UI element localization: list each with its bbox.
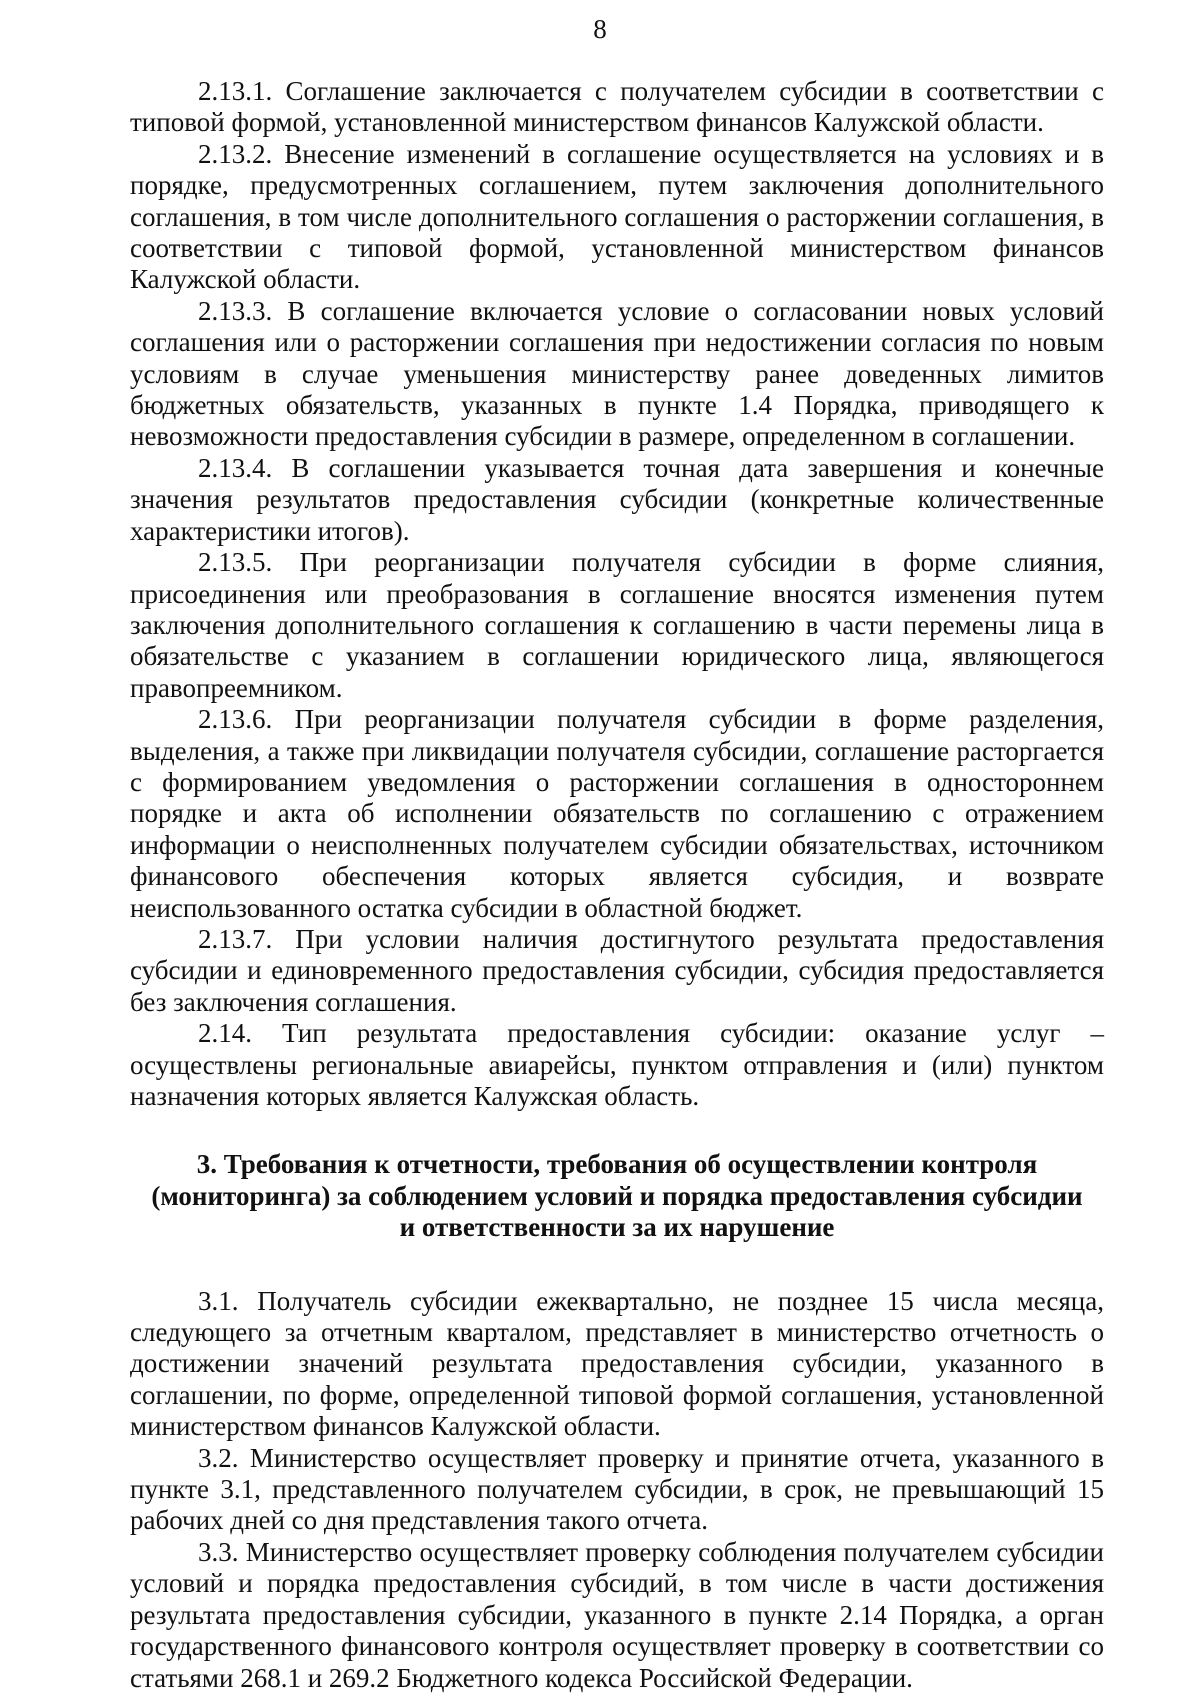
page-number: 8: [593, 14, 607, 44]
paragraph-2-13-6: 2.13.6. При реорганизации получателя субсидии в форме разделения, выделения, а также при ликвидации получателя субсидии, соглашение расторгается с формированием уведомления о расторжении соглашения в одностороннем порядке и акта об исполнении обязательств по соглашению с отражением информации о неисполненных получателем субсидии обязательствах, источником финансового обеспечения которых является субсидия, и возврате неиспользованного остатка субсидии в областной бюджет.: [130, 704, 1104, 923]
document-body: [130, 76, 1104, 1694]
paragraph-2-13-3: 2.13.3. В соглашение включается условие о согласовании новых условий соглашения или о расторжении соглашения при недостижении согласия по новым условиям в случае уменьшения министерству ранее доведенных лимитов бюджетных обязательств, указанных в пункте 1.4 Порядка, приводящего к невозможности предоставления субсидии в размере, определенном в соглашении.: [130, 295, 1104, 452]
paragraph-2-13-4: 2.13.4. В соглашении указывается точная дата завершения и конечные значения результатов предоставления субсидии (конкретные количественные характеристики итогов).: [130, 452, 1104, 546]
paragraph-2-13-5: 2.13.5. При реорганизации получателя субсидии в форме слияния, присоединения или преобразования в соглашение вносятся изменения путем заключения дополнительного соглашения к соглашению в части перемены лица в обязательстве с указанием в соглашении юридического лица, являющегося правопреемником.: [130, 547, 1104, 703]
paragraph-2-13-7: 2.13.7. При условии наличия достигнутого результата предоставления субсидии и единовременного предоставления субсидии, субсидия предоставляется без заключения соглашения.: [130, 923, 1104, 1017]
paragraph-3-1: 3.1. Получатель субсидии ежеквартально, не позднее 15 числа месяца, следующего за отчетным кварталом, представляет в министерство отчетность о достижении значений результата предоставления субсидии, указанного в соглашении, по форме, определенной типовой формой соглашения, установленной министерством финансов Калужской области.: [130, 1285, 1104, 1442]
paragraph-2-14: 2.14. Тип результата предоставления субсидии: оказание услуг – осуществлены региональные авиарейсы, пунктом отправления и (или) пунктом назначения которых является Калужская область.: [130, 1018, 1104, 1111]
section-heading-line-3: и ответственности за их нарушение: [399, 1212, 835, 1243]
paragraph-3-2: 3.2. Министерство осуществляет проверку и принятие отчета, указанного в пункте 3.1, представленного получателем субсидии, в срок, не превышающий 15 рабочих дней со дня представления такого отчета.: [130, 1442, 1104, 1536]
section-heading: [130, 1149, 1104, 1243]
paragraph-3-3: 3.3. Министерство осуществляет проверку соблюдения получателем субсидии условий и порядка предоставления субсидий, в том числе в части достижения результата предоставления субсидии, указанного в пункте 2.14 Порядка, а орган государственного финансового контроля осуществляет проверку в соответствии со статьями 268.1 и 269.2 Бюджетного кодекса Российской Федерации.: [130, 1536, 1104, 1693]
section-heading-line-2: (мониторинга) за соблюдением условий и порядка предоставления субсидии: [151, 1180, 1083, 1211]
paragraph-2-13-2: 2.13.2. Внесение изменений в соглашение осуществляется на условиях и в порядке, предусмотренных соглашением, путем заключения дополнительного соглашения, в том числе дополнительного соглашения о расторжении соглашения, в соответствии с типовой формой, установленной министерством финансов Калужской области.: [130, 138, 1104, 295]
paragraph-2-13-1: 2.13.1. Соглашение заключается с получателем субсидии в соответствии с типовой формой, установленной министерством финансов Калужской области.: [130, 76, 1104, 138]
section-heading-line-1: 3. Требования к отчетности, требования об осуществлении контроля: [196, 1149, 1038, 1180]
